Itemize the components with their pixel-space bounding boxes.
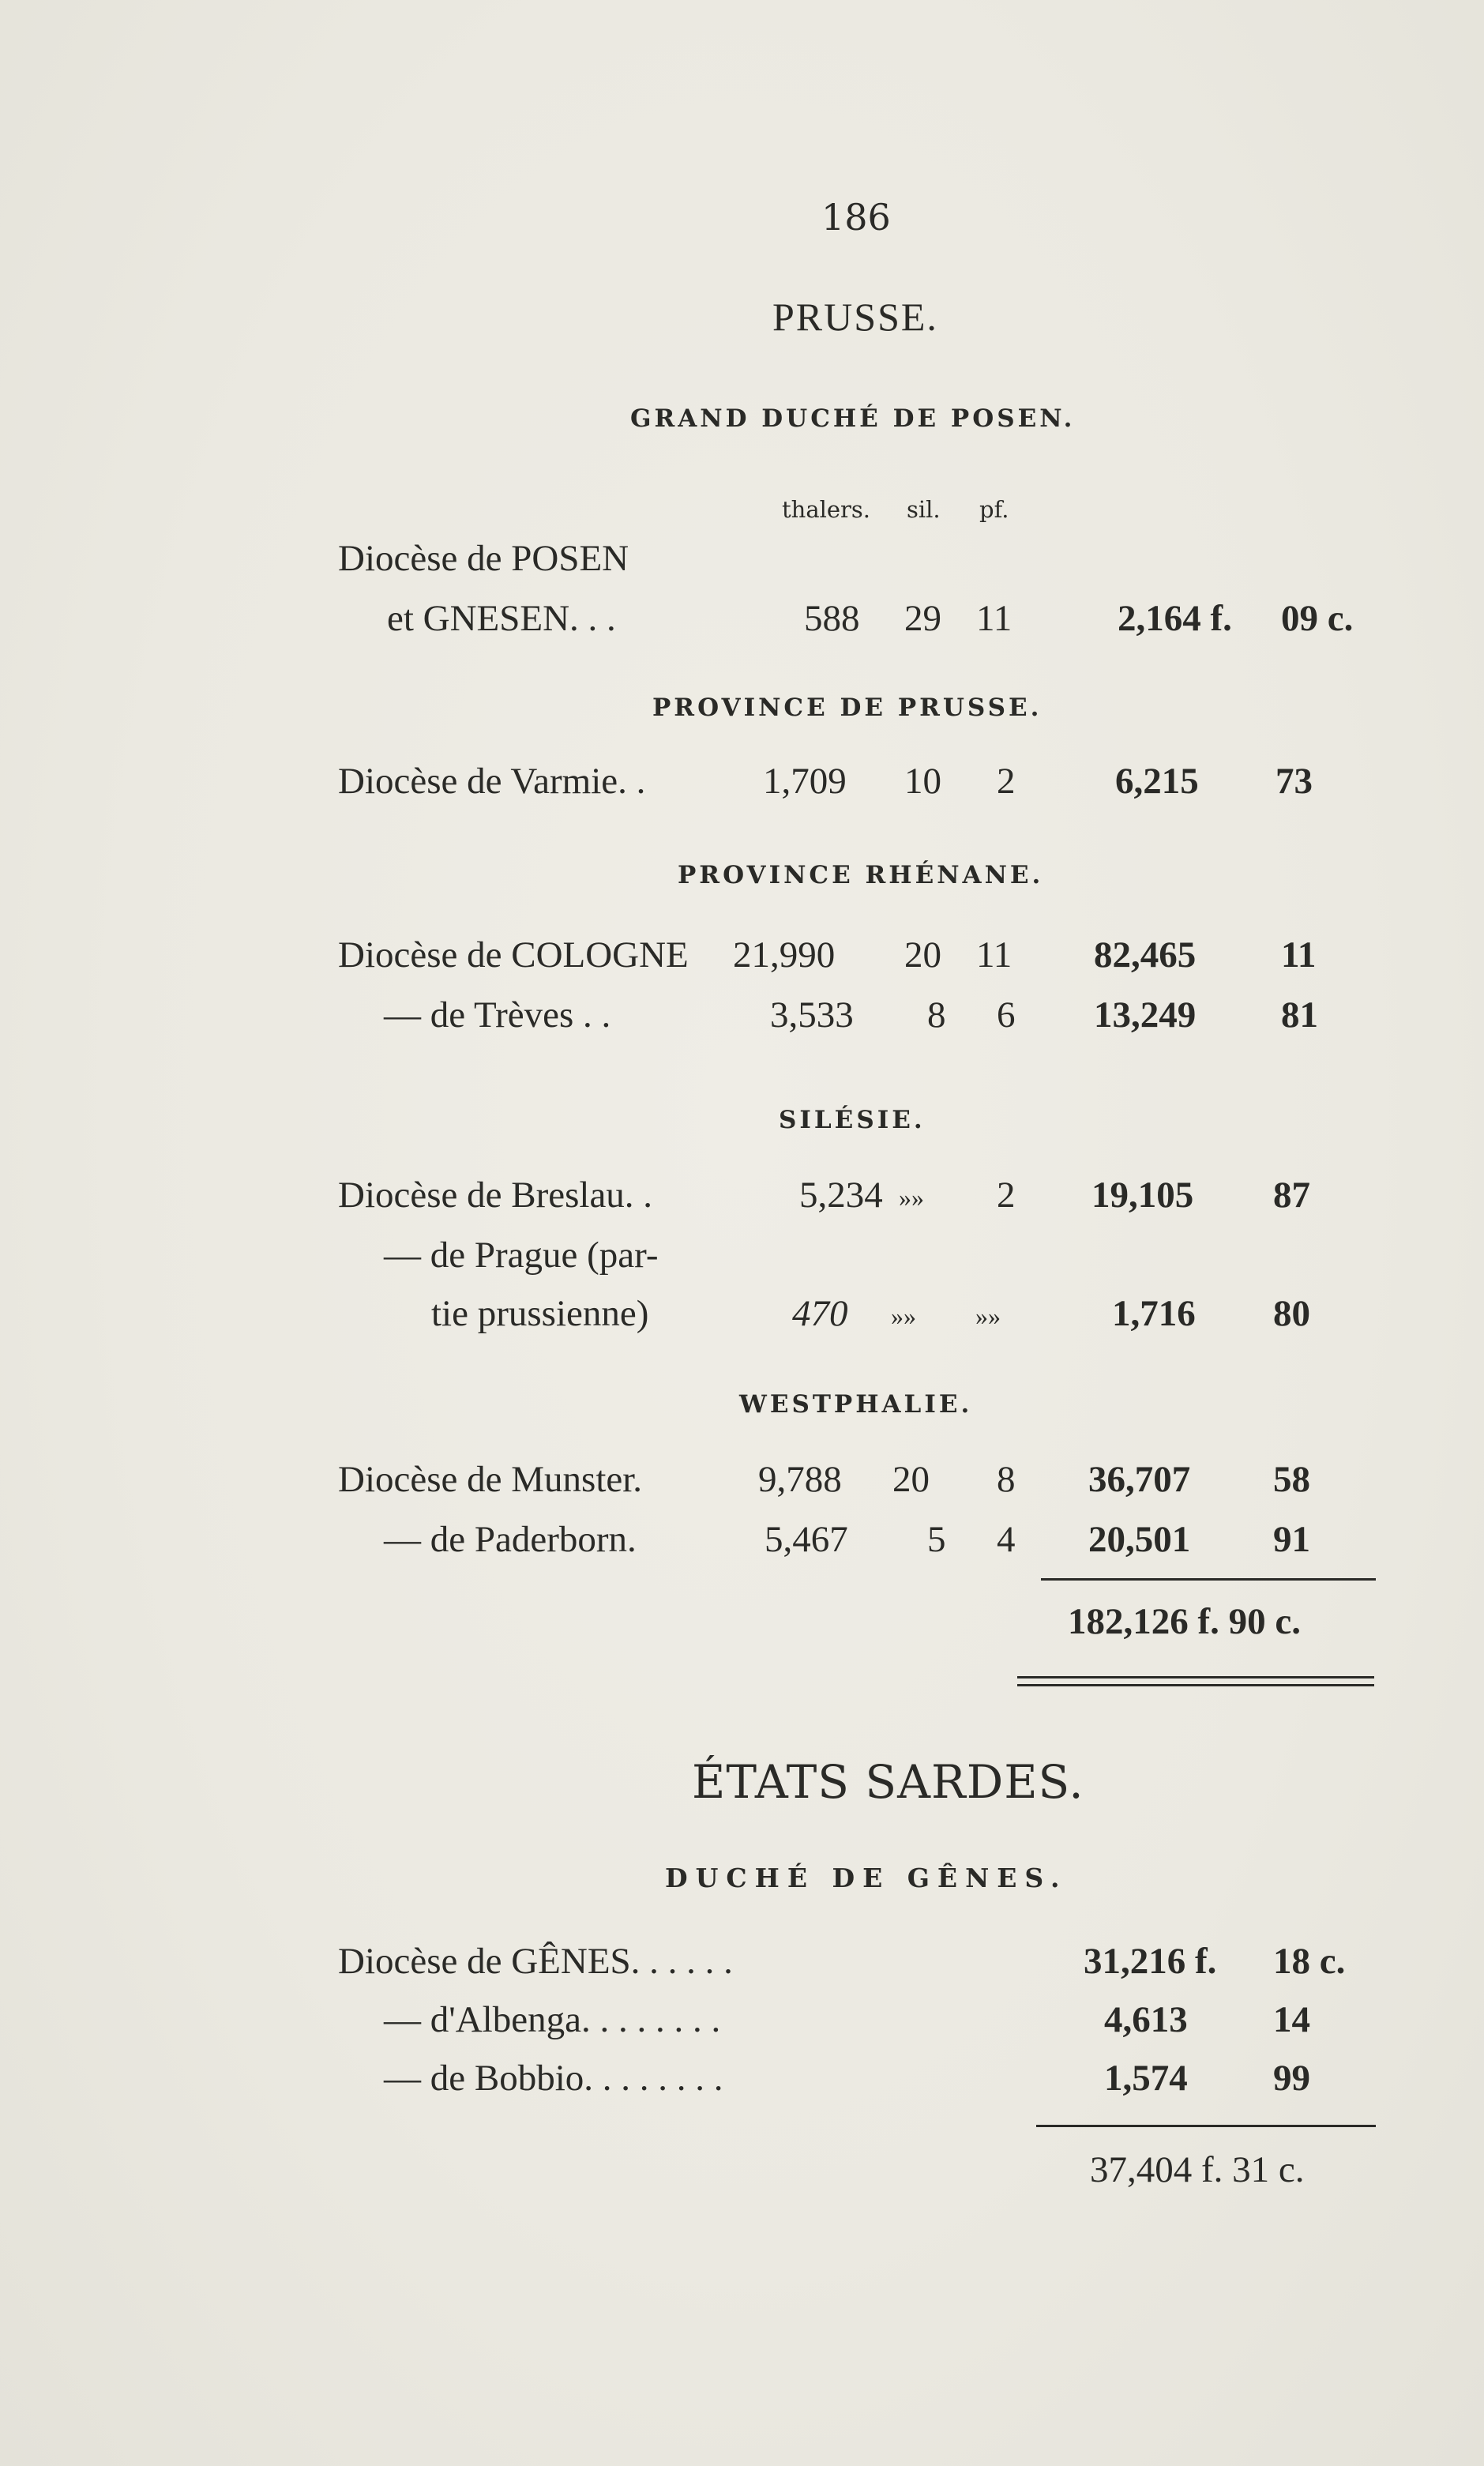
heading-silesie: SILÉSIE. [779, 1106, 926, 1134]
breslau-sil: »» [899, 1183, 924, 1212]
munster-cents: 58 [1273, 1459, 1310, 1500]
sardes-sum-rule [1036, 2125, 1376, 2127]
paderborn-francs: 20,501 [1088, 1519, 1191, 1560]
munster-thalers: 9,788 [758, 1459, 842, 1500]
varmie-thalers: 1,709 [763, 761, 847, 802]
treves-francs: 13,249 [1094, 994, 1197, 1036]
section-title-sardes: ÉTATS SARDES. [692, 1755, 1084, 1809]
bobbio-cents: 99 [1273, 2058, 1310, 2099]
sum-rule [1041, 1578, 1376, 1581]
munster-francs: 36,707 [1088, 1459, 1191, 1500]
paderborn-thalers: 5,467 [765, 1519, 848, 1560]
breslau-pf: 2 [997, 1175, 1016, 1216]
prague-cents: 80 [1273, 1293, 1310, 1334]
paderborn-pf: 4 [997, 1519, 1016, 1560]
heading-province-rhenane: PROVINCE RHÉNANE. [678, 861, 1044, 889]
albenga-name: — d'Albenga. . . . . . . . [384, 1999, 721, 2040]
heading-duche-genes: DUCHÉ DE GÊNES. [665, 1863, 1068, 1893]
breslau-name: Diocèse de Breslau. . [338, 1175, 653, 1216]
varmie-pf: 2 [997, 761, 1016, 802]
cologne-thalers: 21,990 [733, 934, 836, 975]
munster-sil: 20 [892, 1459, 930, 1500]
posen-francs: 2,164 f. [1118, 598, 1232, 639]
genes-name: Diocèse de GÊNES. . . . . . [338, 1941, 733, 1982]
cologne-pf: 11 [976, 934, 1013, 975]
munster-name: Diocèse de Munster. [338, 1459, 643, 1500]
posen-pf: 11 [976, 598, 1013, 639]
prusse-total: 182,126 f. 90 c. [1068, 1601, 1302, 1642]
double-rule [1017, 1676, 1374, 1686]
unit-thalers: thalers. [782, 496, 871, 523]
prague-thalers: 470 [792, 1293, 848, 1334]
posen-line1: Diocèse de POSEN [338, 538, 629, 579]
posen-thalers: 588 [804, 598, 860, 639]
bobbio-name: — de Bobbio. . . . . . . . [384, 2058, 723, 2099]
heading-grand-duche-posen: GRAND DUCHÉ DE POSEN. [630, 404, 1076, 433]
cologne-name: Diocèse de COLOGNE [338, 934, 689, 975]
sardes-total: 37,404 f. 31 c. [1090, 2149, 1305, 2190]
cologne-cents: 11 [1281, 934, 1317, 975]
posen-sil: 29 [904, 598, 941, 639]
treves-pf: 6 [997, 994, 1016, 1036]
heading-province-prusse: PROVINCE DE PRUSSE. [652, 694, 1043, 722]
unit-sil: sil. [907, 496, 941, 523]
bobbio-francs: 1,574 [1104, 2058, 1188, 2099]
prague-francs: 1,716 [1112, 1293, 1196, 1334]
varmie-name: Diocèse de Varmie. . [338, 761, 646, 802]
genes-cents: 18 c. [1273, 1941, 1346, 1982]
paderborn-name: — de Paderborn. [384, 1519, 637, 1560]
paderborn-cents: 91 [1273, 1519, 1310, 1560]
albenga-cents: 14 [1273, 1999, 1310, 2040]
treves-cents: 81 [1281, 994, 1318, 1036]
breslau-thalers: 5,234 [799, 1175, 883, 1216]
prague-name: tie prussienne) [431, 1293, 649, 1334]
varmie-sil: 10 [904, 761, 941, 802]
section-title-prusse: PRUSSE. [772, 295, 938, 339]
treves-name: — de Trèves . . [384, 994, 611, 1036]
posen-cents: 09 c. [1281, 598, 1354, 639]
posen-name: et GNESEN. . . [387, 598, 616, 639]
unit-pf: pf. [979, 496, 1009, 523]
treves-thalers: 3,533 [770, 994, 854, 1036]
prague-pf: »» [975, 1302, 1001, 1330]
page-number: 186 [821, 196, 891, 239]
heading-westphalie: WESTPHALIE. [739, 1390, 973, 1419]
treves-sil: 8 [927, 994, 946, 1036]
prague-line1: — de Prague (par- [384, 1235, 659, 1276]
breslau-francs: 19,105 [1091, 1175, 1194, 1216]
varmie-francs: 6,215 [1115, 761, 1199, 802]
albenga-francs: 4,613 [1104, 1999, 1188, 2040]
prague-sil: »» [891, 1302, 916, 1330]
breslau-cents: 87 [1273, 1175, 1310, 1216]
munster-pf: 8 [997, 1459, 1016, 1500]
cologne-francs: 82,465 [1094, 934, 1197, 975]
paderborn-sil: 5 [927, 1519, 946, 1560]
genes-francs: 31,216 f. [1084, 1941, 1217, 1982]
varmie-cents: 73 [1275, 761, 1313, 802]
cologne-sil: 20 [904, 934, 941, 975]
